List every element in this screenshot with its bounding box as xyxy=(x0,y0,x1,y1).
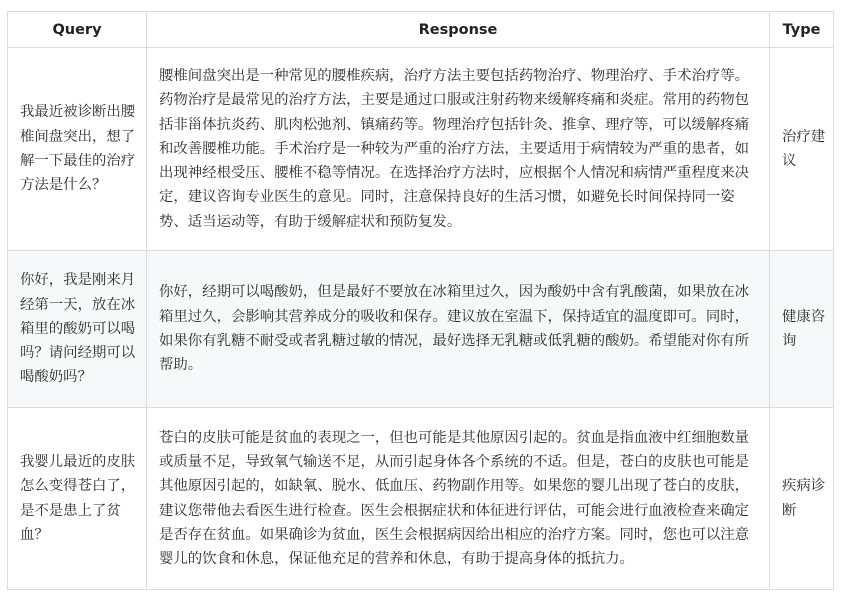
header-response: Response xyxy=(147,12,770,48)
response-cell: 苍白的皮肤可能是贫血的表现之一，但也可能是其他原因引起的。贫血是指血液中红细胞数量或质量不足，导致氧气输送不足，从而引起身体各个系统的不适。但是，苍白的皮肤也可能是其他原因引起的，如缺氧、脱水、低血压、药物副作用等。如果您的婴儿出现了苍白的皮肤，建议您带他去看医生进行检查。医生会根据症状和体征进行评估，可能会进行血液检查来确定是否存在贫血。如果确诊为贫血，医生会根据病因给出相应的治疗方案。同时，您也可以注意婴儿的饮食和休息，保证他充足的营养和休息，有助于提高身体的抵抗力。 xyxy=(147,408,770,590)
query-cell: 我婴儿最近的皮肤怎么变得苍白了，是不是患上了贫血？ xyxy=(8,408,147,590)
qa-table xyxy=(7,11,834,590)
query-cell: 我最近被诊断出腰椎间盘突出，想了解一下最佳的治疗方法是什么？ xyxy=(8,48,147,251)
table-row xyxy=(8,408,834,590)
query-cell: 你好，我是刚来月经第一天，放在冰箱里的酸奶可以喝吗？请问经期可以喝酸奶吗？ xyxy=(8,251,147,408)
header-row xyxy=(8,12,834,48)
header-query: Query xyxy=(8,12,147,48)
type-cell: 健康咨询 xyxy=(770,251,834,408)
type-cell: 疾病诊断 xyxy=(770,408,834,590)
header-type: Type xyxy=(770,12,834,48)
response-cell: 你好，经期可以喝酸奶，但是最好不要放在冰箱里过久，因为酸奶中含有乳酸菌，如果放在冰箱里过久，会影响其营养成分的吸收和保存。建议放在室温下，保持适宜的温度即可。同时，如果你有乳糖不耐受或者乳糖过敏的情况，最好选择无乳糖或低乳糖的酸奶。希望能对你有所帮助。 xyxy=(147,251,770,408)
table-row xyxy=(8,251,834,408)
type-cell: 治疗建议 xyxy=(770,48,834,251)
table-row xyxy=(8,48,834,251)
qa-table-container xyxy=(7,11,833,590)
response-cell: 腰椎间盘突出是一种常见的腰椎疾病，治疗方法主要包括药物治疗、物理治疗、手术治疗等。药物治疗是最常见的治疗方法，主要是通过口服或注射药物来缓解疼痛和炎症。常用的药物包括非甾体抗炎药、肌肉松弛剂、镇痛药等。物理治疗包括针灸、推拿、理疗等，可以缓解疼痛和改善腰椎功能。手术治疗是一种较为严重的治疗方法，主要适用于病情较为严重的患者，如出现神经根受压、腰椎不稳等情况。在选择治疗方法时，应根据个人情况和病情严重程度来决定，建议咨询专业医生的意见。同时，注意保持良好的生活习惯，如避免长时间保持同一姿势、适当运动等，有助于缓解症状和预防复发。 xyxy=(147,48,770,251)
